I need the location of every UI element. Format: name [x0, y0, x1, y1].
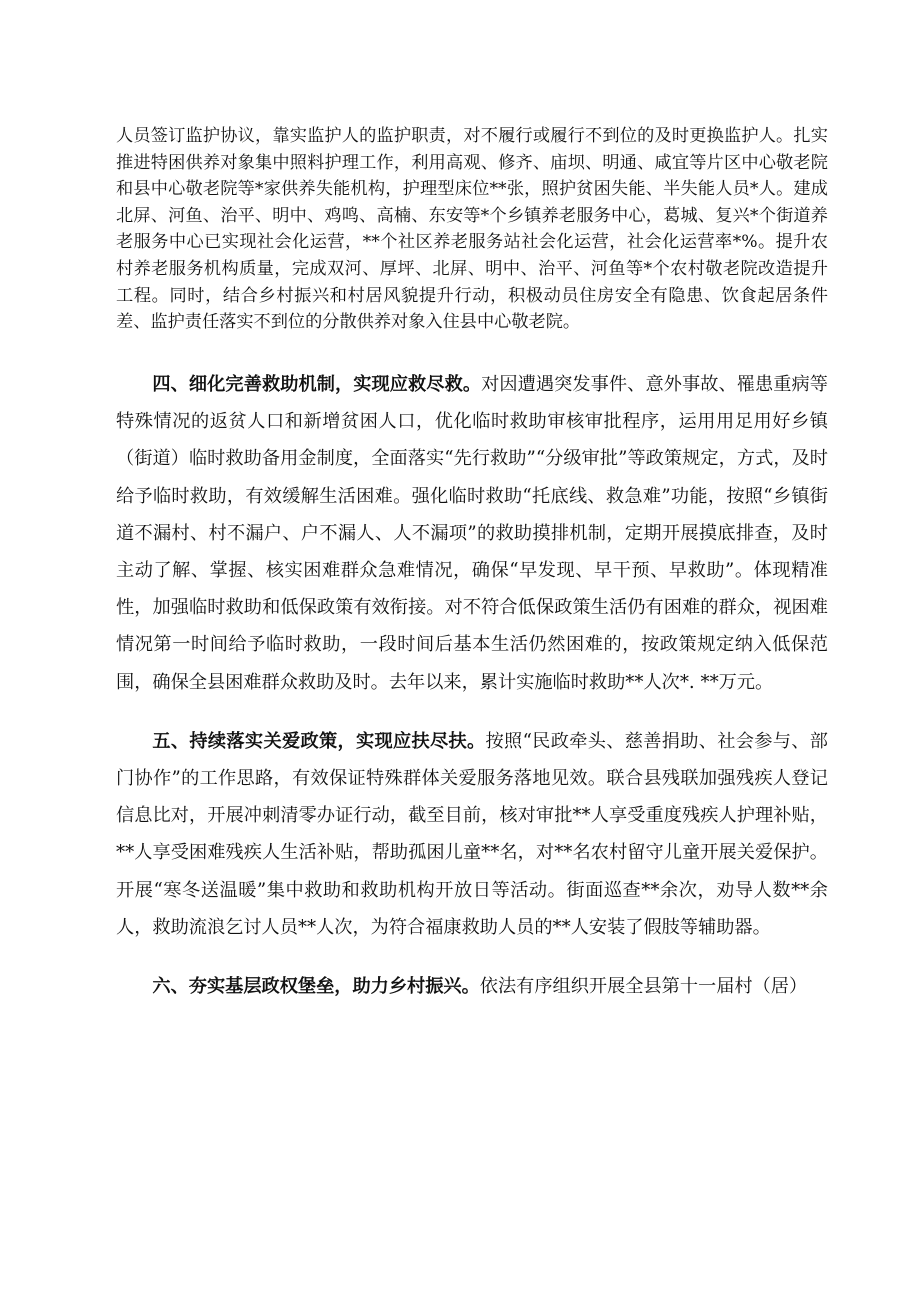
- paragraph-text: 人员签订监护协议，靠实监护人的监护职责，对不履行或履行不到位的及时更换监护人。扎实推进特困供养对象集中照料护理工作，利用高观、修齐、庙坝、明通、咸宜等片区中心敬老院和县中心敬老院等*家供养失能机构，护理型床位**张，照护贫困失能、半失能人员*人。建成北屏、河鱼、治平、明中、鸡鸣、高楠、东安等*个乡镇养老服务中心，葛城、复兴*个街道养老服务中心已实现社会化运营，**个社区养老服务站社会化运营，社会化运营率*%。提升农村养老服务机构质量，完成双河、厚坪、北屏、明中、治平、河鱼等*个农村敬老院改造提升工程。同时，结合乡村振兴和村居风貌提升行动，积极动员住房安全有隐患、饮食起居条件差、监护责任落实不到位的分散供养对象入住县中心敬老院。: [116, 126, 828, 333]
- section-4-paragraph: [116, 366, 828, 701]
- paragraph-3-continuation: [116, 123, 828, 336]
- section-6-paragraph: [116, 968, 828, 1005]
- section-4-heading: 四、细化完善救助机制，实现应救尽救。: [152, 374, 482, 395]
- section-4-text: 对因遭遇突发事件、意外事故、罹患重病等特殊情况的返贫人口和新增贫困人口，优化临时救助审核审批程序，运用用足用好乡镇（街道）临时救助备用金制度，全面落实“先行救助”“分级审批”等政策规定，方式，及时给予临时救助，有效缓解生活困难。强化临时救助“托底线、救急难”功能，按照“乡镇街道不漏村、村不漏户、户不漏人、人不漏项”的救助摸排机制，定期开展摸底排查，及时主动了解、掌握、核实困难群众急难情况，确保“早发现、早干预、早救助”。体现精准性，加强临时救助和低保政策有效衔接。对不符合低保政策生活仍有困难的群众，视困难情况第一时间给予临时救助，一段时间后基本生活仍然困难的，按政策规定纳入低保范围，确保全县困难群众救助及时。去年以来，累计实施临时救助**人次*. **万元。: [116, 374, 828, 693]
- section-6-text: 依法有序组织开展全县第十一届村（居）: [479, 976, 808, 998]
- section-5-paragraph: [116, 723, 828, 946]
- section-5-heading: 五、持续落实关爱政策，实现应扶尽扶。: [152, 730, 486, 752]
- body-text-compact: [116, 123, 828, 336]
- section-6-heading: 六、夯实基层政权堡垒，助力乡村振兴。: [152, 976, 480, 998]
- body-text-sections: [116, 366, 828, 1005]
- section-5-text: 按照“民政牵头、慈善捐助、社会参与、部门协作”的工作思路，有效保证特殊群体关爱服务落地见效。联合县残联加强残疾人登记信息比对，开展冲刺清零办证行动，截至目前，核对审批**人享受重度残疾人护理补贴，**人享受困难残疾人生活补贴，帮助孤困儿童**名，对**名农村留守儿童开展关爱保护。开展“寒冬送温暖”集中救助和救助机构开放日等活动。街面巡查**余次，劝导人数**余人，救助流浪乞讨人员**人次，为符合福康救助人员的**人安装了假肢等辅助器。: [116, 730, 828, 938]
